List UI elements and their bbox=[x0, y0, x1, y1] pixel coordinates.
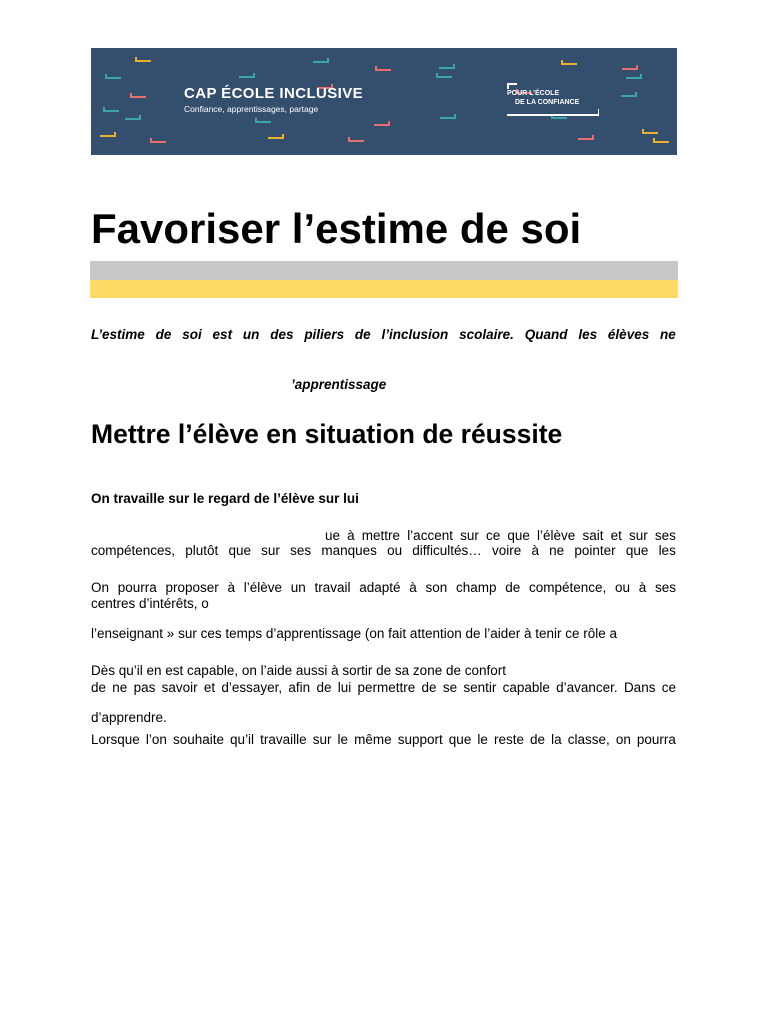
decorative-dash bbox=[313, 61, 329, 63]
body-line-8: d’apprendre. bbox=[91, 710, 167, 725]
body-line-9 bbox=[91, 732, 676, 748]
decorative-dash bbox=[440, 117, 456, 119]
decorative-dash bbox=[239, 76, 255, 78]
decorative-dash bbox=[103, 110, 119, 112]
decorative-dash bbox=[255, 121, 271, 123]
decorative-dash bbox=[642, 132, 658, 134]
body-line-2 bbox=[91, 543, 676, 559]
decorative-dash bbox=[436, 76, 452, 78]
decorative-dash bbox=[622, 68, 638, 70]
body-text-1: ue à mettre l’accent sur ce que l’élève sait et sur ses bbox=[325, 528, 676, 543]
decorative-dash bbox=[348, 140, 364, 142]
decorative-dash bbox=[374, 124, 390, 126]
brand-line-2: DE LA CONFIANCE bbox=[515, 99, 580, 106]
decorative-dash bbox=[621, 95, 637, 97]
decorative-dash bbox=[150, 141, 166, 143]
decorative-dash bbox=[561, 63, 577, 65]
brand-logo bbox=[507, 81, 599, 115]
body-line-4: centres d’intérêts, o bbox=[91, 596, 209, 611]
brand-line-1: POUR L’ÉCOLE bbox=[507, 90, 560, 97]
decorative-dash bbox=[653, 141, 669, 143]
section-subheading: On travaille sur le regard de l’élève sur lui bbox=[91, 491, 359, 506]
decorative-dash bbox=[375, 69, 391, 71]
banner-subtitle: Confiance, apprentissages, partage bbox=[184, 104, 319, 114]
decorative-dash bbox=[100, 135, 116, 137]
intro-text-1: L’estime de soi est un des piliers de l’inclusion scolaire. Quand les élèves ne bbox=[91, 327, 676, 342]
banner-title: CAP ÉCOLE INCLUSIVE bbox=[184, 85, 364, 102]
body-line-3 bbox=[91, 580, 676, 596]
intro-line-1 bbox=[91, 327, 676, 342]
header-banner bbox=[91, 48, 677, 155]
decorative-dash bbox=[439, 67, 455, 69]
decorative-dash bbox=[268, 137, 284, 139]
decorative-dash bbox=[551, 117, 567, 119]
yellow-divider-bar bbox=[90, 280, 678, 298]
body-text-9: Lorsque l’on souhaite qu’il travaille sur le même support que le reste de la classe, on pourra bbox=[91, 732, 676, 747]
decorative-dash bbox=[130, 96, 146, 98]
grey-divider-bar bbox=[90, 261, 678, 280]
intro-line-2: ’apprentissage bbox=[291, 377, 387, 392]
decorative-dash bbox=[125, 118, 141, 120]
decorative-dash bbox=[578, 138, 594, 140]
section-heading: Mettre l’élève en situation de réussite bbox=[91, 419, 563, 449]
body-line-7 bbox=[91, 680, 676, 696]
decorative-dash bbox=[135, 60, 151, 62]
page-title: Favoriser l’estime de soi bbox=[91, 205, 582, 252]
decorative-dash bbox=[105, 77, 121, 79]
decorative-dash bbox=[626, 77, 642, 79]
body-text-2: compétences, plutôt que sur ses manques ou difficultés… voire à ne pointer que les bbox=[91, 543, 676, 558]
body-line-1 bbox=[91, 528, 676, 544]
body-line-5: l’enseignant » sur ces temps d’apprentissage (on fait attention de l’aider à tenir ce rôle a bbox=[91, 626, 618, 641]
body-line-6: Dès qu’il en est capable, on l’aide aussi à sortir de sa zone de confort bbox=[91, 663, 506, 678]
body-text-7: de ne pas savoir et d’essayer, afin de lui permettre de se sentir capable d’avancer. Dans ce bbox=[91, 680, 676, 695]
body-text-3: On pourra proposer à l’élève un travail adapté à son champ de compétence, ou à ses bbox=[91, 580, 676, 595]
